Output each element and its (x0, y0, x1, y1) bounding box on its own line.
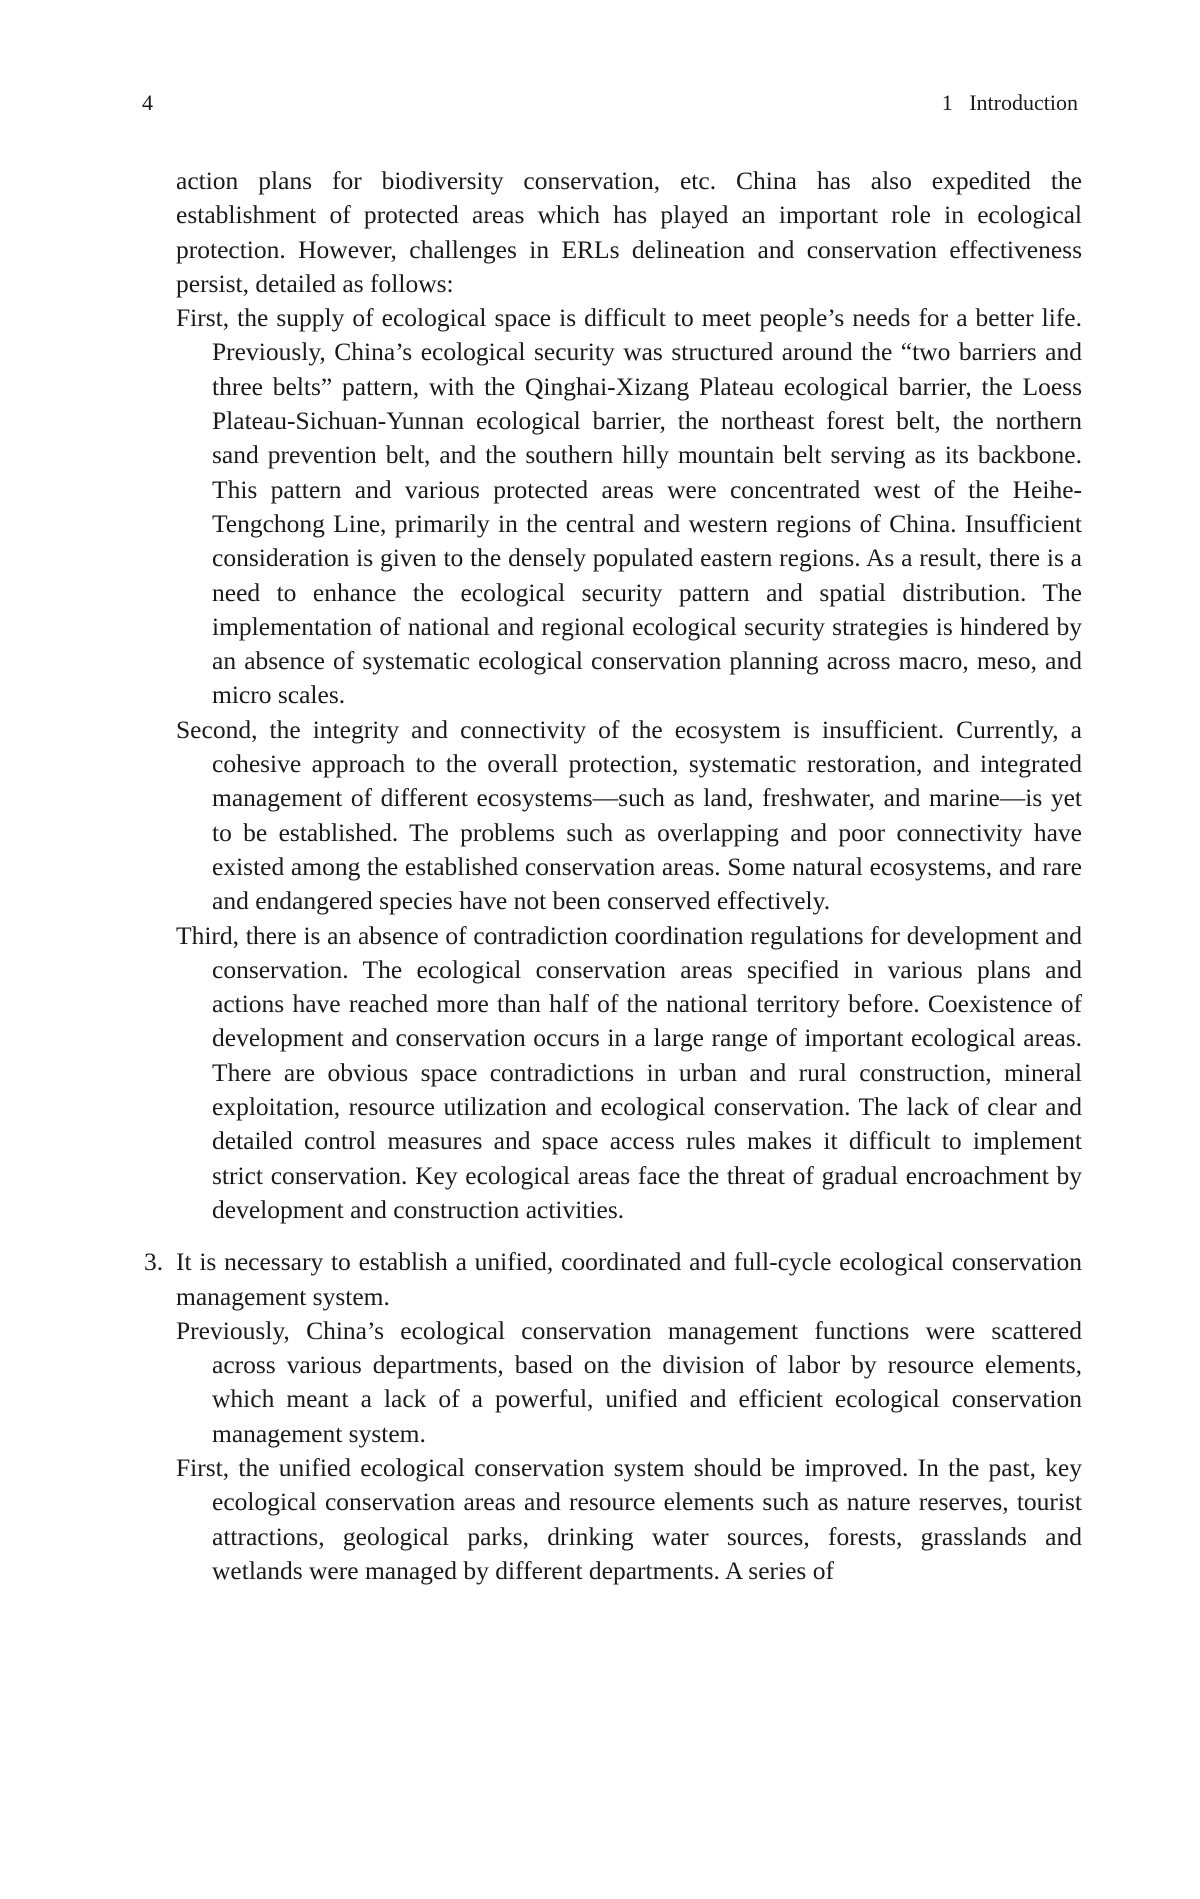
body-text (144, 164, 1082, 1588)
paragraph-third-point: Third, there is an absence of contradiction coordination regulations for development and conservation. The ecological conservation areas specified in various plans and actions have reached more than half of the national territory before. Coexistence of development and conservation occurs in a large range of important ecological areas. There are obvious space contradictions in urban and rural construction, mineral exploitation, resource utilization and ecological conservation. The lack of clear and detailed control measures and space access rules makes it difficult to implement strict conservation. Key ecological areas face the threat of gradual encroachment by development and construction activities. (176, 920, 1082, 1224)
list-item-number: 3. (144, 1247, 164, 1277)
chapter-title: 1 Introduction (941, 90, 1078, 115)
paragraph-management-intro: Previously, China’s ecological conservation management functions were scattered across various departments, based on the division of labor by resource elements, which meant a lack of a powerful, unified and efficient ecological conservation management system. (176, 1315, 1082, 1448)
list-item-3 (144, 1245, 1082, 1314)
running-head (142, 88, 1078, 118)
paragraph-second-point: Second, the integrity and connectivity of the ecosystem is insufficient. Currently, a cohesive approach to the overall protection, systematic restoration, and integrated management of different ecosystems—such as land, freshwater, and marine—is yet to be established. The problems such as overlapping and poor connectivity have existed among the established conservation areas. Some natural ecosystems, and rare and endangered species have not been conserved effectively. (176, 714, 1082, 916)
paragraph-continuation: action plans for biodiversity conservation, etc. China has also expedited the establishment of protected areas which has played an important role in ecological protection. However, challenges in ERLs delineation and conservation effectiveness persist, detailed as follows: (176, 166, 1082, 298)
paragraph-first-point: First, the supply of ecological space is difficult to meet people’s needs for a better life. Previously, China’s ecological security was structured around the “two barriers and three belts” pattern, with the Qinghai-Xizang Plateau ecological barrier, the Loess Plateau-Sichuan-Yunnan ecological barrier, the northeast forest belt, the northern sand prevention belt, and the southern hilly mountain belt serving as its backbone. This pattern and various protected areas were concentrated west of the Heihe-Tengchong Line, primarily in the central and western regions of China. Insufficient consideration is given to the densely populated eastern regions. As a result, there is a need to enhance the ecological security pattern and spatial distribution. The implementation of national and regional ecological security strategies is hindered by an absence of systematic ecological conservation planning across macro, meso, and micro scales. (176, 303, 1082, 710)
paragraph-unified-system: First, the unified ecological conservation system should be improved. In the past, key ecological conservation areas and resource elements such as nature reserves, tourist attractions, geological parks, drinking water sources, forests, grasslands and wetlands were managed by different departments. A series of (176, 1452, 1082, 1585)
page-number: 4 (142, 90, 153, 115)
list-item-text: It is necessary to establish a unified, coordinated and full-cycle ecological conservation management system. (176, 1247, 1082, 1311)
